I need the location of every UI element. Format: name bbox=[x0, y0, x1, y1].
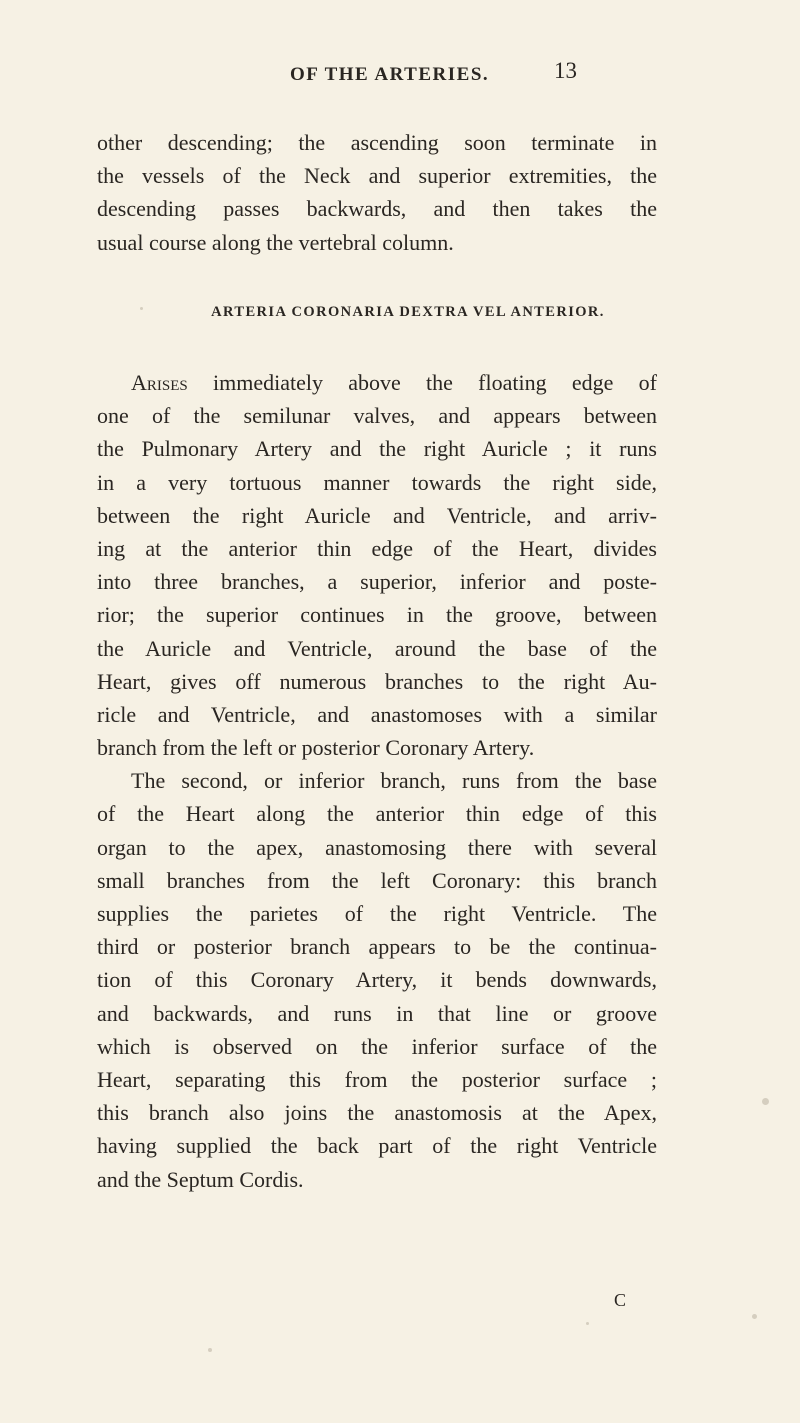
text-line: third or posterior branch appears to be the continua- bbox=[97, 934, 657, 960]
text-line: rior; the superior continues in the groove, between bbox=[97, 602, 657, 628]
text-line: small branches from the left Coronary: this branch bbox=[97, 867, 657, 893]
text-line: organ to the apex, anastomosing there with several bbox=[97, 834, 657, 860]
text-line: ricle and Ventricle, and anastomoses with a similar bbox=[97, 701, 657, 727]
text-line: and backwards, and runs in that line or groove bbox=[97, 1000, 657, 1026]
signature-mark: C bbox=[614, 1290, 627, 1310]
lead-word: Arises bbox=[131, 370, 188, 395]
text-line: the Pulmonary Artery and the right Auricle ; it runs bbox=[97, 436, 657, 462]
text-line: and the Septum Cordis. bbox=[97, 1166, 304, 1192]
text-line: branch from the left or posterior Coronary Artery. bbox=[97, 735, 535, 761]
text-line: supplies the parietes of the right Ventricle. The bbox=[97, 901, 657, 926]
text-line: usual course along the vertebral column. bbox=[97, 229, 454, 255]
text-line: the Auricle and Ventricle, around the base of the bbox=[97, 635, 657, 661]
section-heading-text: ARTERIA CORONARIA DEXTRA VEL ANTERIOR. bbox=[211, 304, 605, 320]
paper-speck bbox=[752, 1314, 757, 1319]
running-head bbox=[0, 58, 800, 98]
paragraph-arteria-coronaria bbox=[97, 366, 657, 1196]
text-line: having supplied the back part of the right Ventricle bbox=[97, 1133, 657, 1159]
text-line: other descending; the ascending soon terminate in bbox=[97, 130, 657, 155]
text-line: between the right Auricle and Ventricle, and arriv- bbox=[97, 502, 657, 528]
paper-speck bbox=[140, 307, 143, 310]
text-line-first: The second, or inferior branch, runs from the base bbox=[131, 768, 657, 794]
page-number: 13 bbox=[554, 58, 577, 83]
section-heading bbox=[0, 304, 800, 321]
text-line: Heart, gives off numerous branches to the right Au- bbox=[97, 668, 657, 694]
text-line-first bbox=[97, 366, 657, 399]
text-line: in a very tortuous manner towards the right side, bbox=[97, 469, 657, 495]
paper-speck bbox=[586, 1322, 589, 1325]
text-line: the vessels of the Neck and superior extremities, the bbox=[97, 163, 657, 189]
paper-speck bbox=[208, 1348, 212, 1352]
text-line: which is observed on the inferior surface of the bbox=[97, 1033, 657, 1059]
text-line: Heart, separating this from the posterior surface ; bbox=[97, 1066, 657, 1092]
text-line: this branch also joins the anastomosis at the Apex, bbox=[97, 1100, 657, 1126]
text-line: into three branches, a superior, inferior and poste- bbox=[97, 569, 657, 595]
paper-speck bbox=[762, 1098, 769, 1105]
lead-line-rest: immediately above the floating edge of bbox=[187, 370, 657, 395]
text-line: descending passes backwards, and then takes the bbox=[97, 196, 657, 222]
text-line: tion of this Coronary Artery, it bends downwards, bbox=[97, 967, 657, 993]
text-line: one of the semilunar valves, and appears between bbox=[97, 403, 657, 429]
running-head-title: OF THE ARTERIES. bbox=[290, 64, 490, 85]
text-line: ing at the anterior thin edge of the Heart, divides bbox=[97, 535, 657, 561]
paragraph-continuation bbox=[97, 126, 657, 259]
text-line: of the Heart along the anterior thin edge of this bbox=[97, 801, 657, 827]
